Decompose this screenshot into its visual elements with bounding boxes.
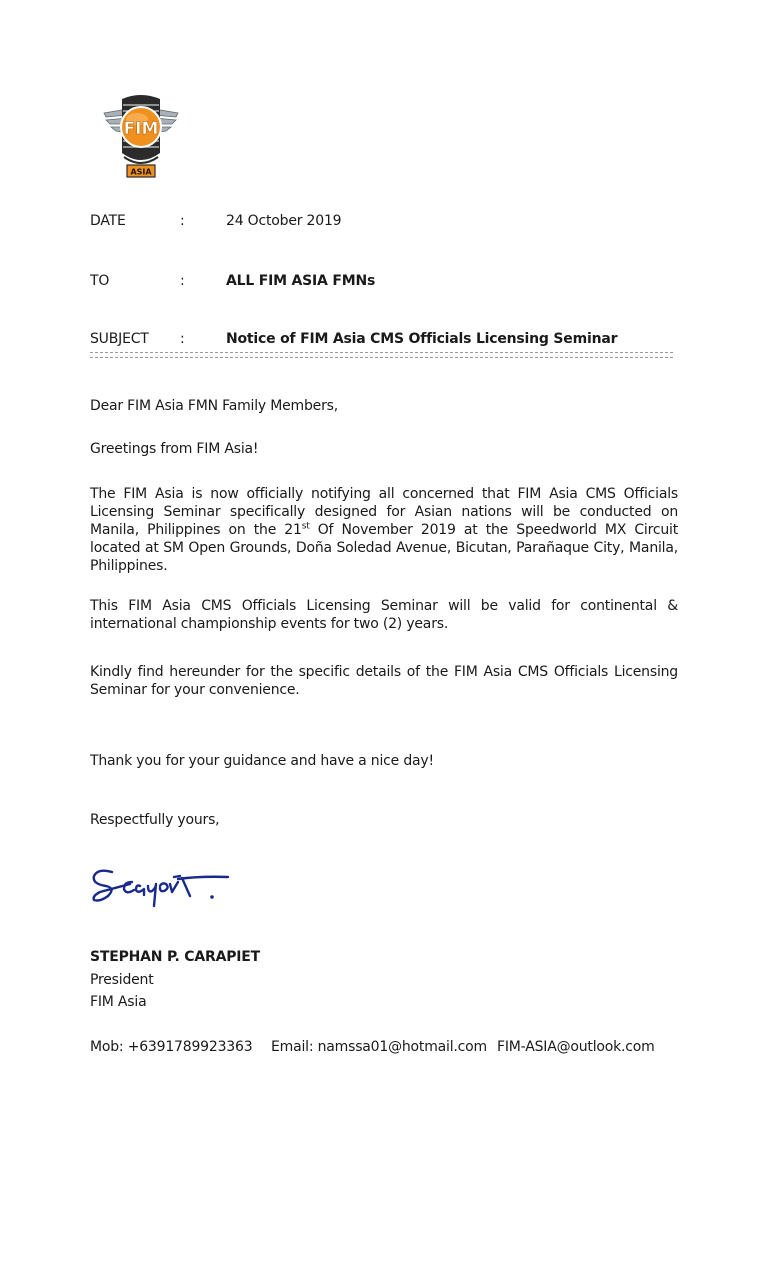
date-label: DATE bbox=[90, 213, 126, 229]
paragraph-announcement-text: The FIM Asia is now officially notifying all concerned that FIM Asia CMS Officials Licensing Seminar specifically designed for Asian nations will be conducted on Manila, Philippines on the 21 bbox=[90, 486, 678, 538]
salutation: Dear FIM Asia FMN Family Members, bbox=[90, 398, 338, 414]
ordinal-suffix: st bbox=[301, 521, 310, 532]
greeting: Greetings from FIM Asia! bbox=[90, 441, 259, 457]
paragraph-announcement bbox=[90, 485, 678, 575]
to-label: TO bbox=[90, 273, 110, 289]
closing-line: Respectfully yours, bbox=[90, 812, 220, 828]
handwritten-signature-icon bbox=[90, 862, 250, 920]
to-colon: : bbox=[180, 273, 185, 289]
date-colon: : bbox=[180, 213, 185, 229]
paragraph-details: Kindly find hereunder for the specific details of the FIM Asia CMS Officials Licensing Seminar for your convenience. bbox=[90, 664, 678, 698]
contact-line bbox=[0, 1038, 768, 1056]
signatory-title: President bbox=[90, 972, 154, 988]
signatory-organization: FIM Asia bbox=[90, 994, 147, 1010]
subject-value: Notice of FIM Asia CMS Officials Licensing Seminar bbox=[226, 331, 618, 347]
subject-label: SUBJECT bbox=[90, 331, 149, 347]
header-divider bbox=[90, 352, 673, 358]
svg-text:ASIA: ASIA bbox=[130, 167, 152, 177]
email-primary[interactable]: Email: namssa01@hotmail.com bbox=[271, 1039, 487, 1055]
mobile-number: Mob: +6391789923363 bbox=[90, 1039, 253, 1055]
fim-asia-logo-icon bbox=[102, 93, 180, 183]
svg-text:FIM: FIM bbox=[123, 119, 159, 139]
paragraph-announcement-text-cont: Of November 2019 at the Speedworld MX Circuit located at SM Open Grounds, Doña Soledad Avenue, Bicutan, Parañaque City, Manila, Philippines. bbox=[90, 522, 678, 574]
paragraph-validity: This FIM Asia CMS Officials Licensing Seminar will be valid for continental & international championship events for two (2) years. bbox=[90, 598, 678, 632]
to-value: ALL FIM ASIA FMNs bbox=[226, 273, 376, 289]
subject-colon: : bbox=[180, 331, 185, 347]
thanks-line: Thank you for your guidance and have a nice day! bbox=[90, 753, 434, 769]
signatory-name: STEPHAN P. CARAPIET bbox=[90, 949, 260, 965]
email-secondary[interactable]: FIM-ASIA@outlook.com bbox=[497, 1039, 655, 1055]
date-value: 24 October 2019 bbox=[226, 213, 342, 229]
